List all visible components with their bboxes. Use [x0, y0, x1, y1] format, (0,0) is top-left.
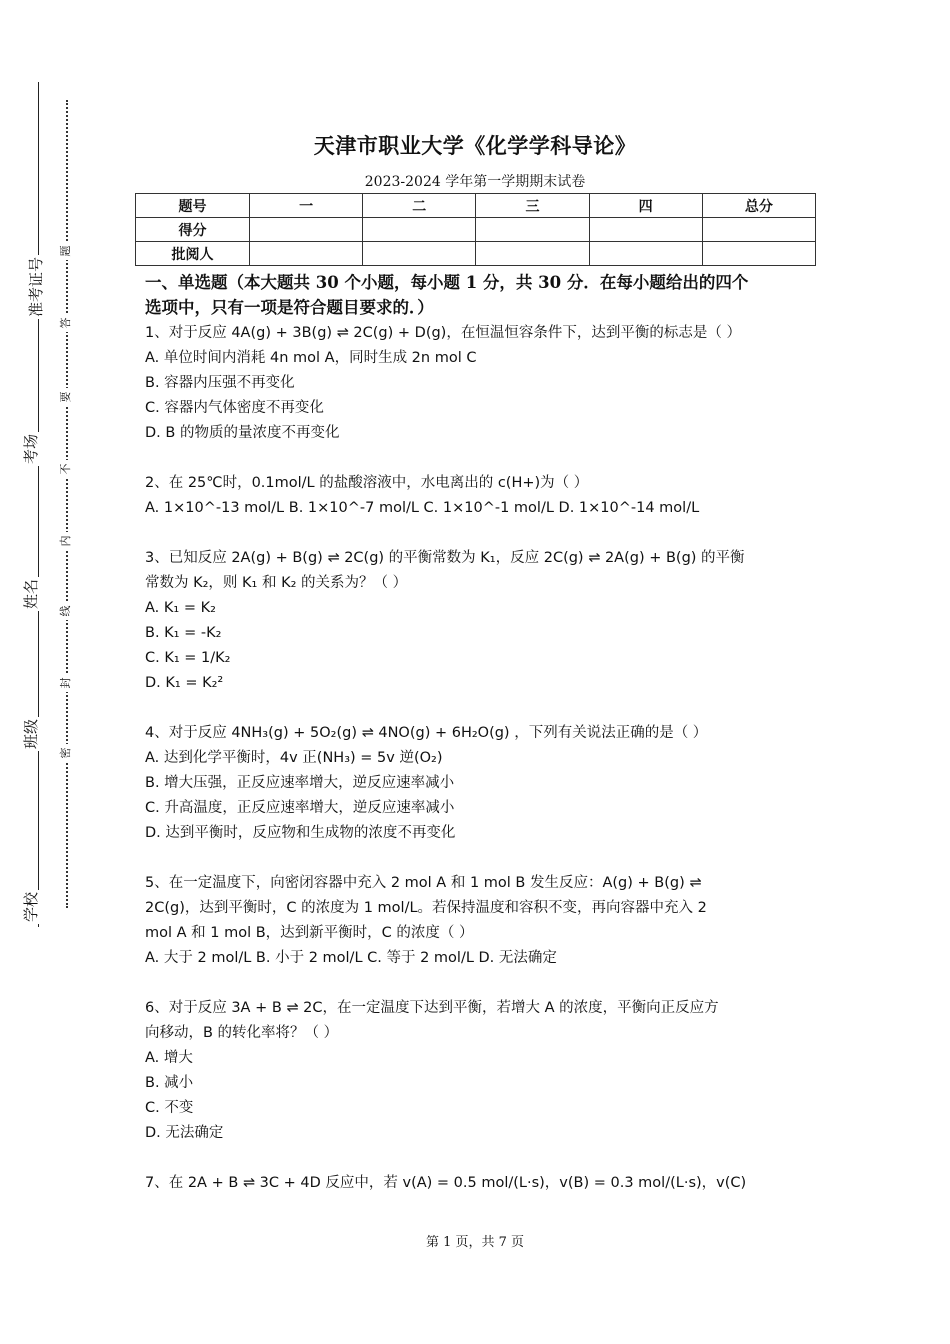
question-option: D. K₁ = K₂² [145, 675, 224, 691]
grader-input-cell[interactable] [589, 242, 702, 266]
score-table-cell: 题号 [136, 194, 250, 218]
field-school-label: 学校 [22, 891, 41, 923]
field-name-label: 姓名 [22, 578, 41, 610]
question-stem: 3、已知反应 2A(g) + B(g) ⇌ 2C(g) 的平衡常数为 K₁，反应 2C(g) ⇌ 2A(g) + B(g) 的平衡 [145, 550, 745, 566]
question-option: B. K₁ = -K₂ [145, 625, 222, 641]
binding-solid-line [38, 82, 39, 927]
question-option: C. 升高温度，正反应速率增大，逆反应速率减小 [145, 800, 455, 816]
question-option: A. 1×10^-13 mol/L B. 1×10^-7 mol/L C. 1×10^-1 mol/L D. 1×10^-14 mol/L [145, 500, 700, 516]
question-stem: 6、对于反应 3A + B ⇌ 2C，在一定温度下达到平衡，若增大 A 的浓度，平衡向正反应方 [145, 1000, 719, 1016]
question-option: C. 不变 [145, 1100, 194, 1116]
seal-char: 不 [59, 460, 73, 478]
question-option: C. 容器内气体密度不再变化 [145, 400, 324, 416]
question-7 [145, 1171, 815, 1196]
score-input-cell[interactable] [363, 218, 476, 242]
field-class-label: 班级 [22, 718, 41, 750]
score-table-cell: 二 [363, 194, 476, 218]
score-table-cell: 批阅人 [136, 242, 250, 266]
section-heading [145, 270, 815, 320]
field-room-label: 考场 [22, 433, 41, 465]
question-1 [145, 321, 815, 446]
question-option: A. K₁ = K₂ [145, 600, 216, 616]
question-stem: 7、在 2A + B ⇌ 3C + 4D 反应中，若 v(A) = 0.5 mol/(L·s)，v(B) = 0.3 mol/(L·s)，v(C) [145, 1175, 747, 1191]
binding-margin [0, 0, 90, 1344]
exam-subtitle: 2023-2024 学年第一学期期末试卷 [364, 174, 586, 190]
question-stem: 常数为 K₂，则 K₁ 和 K₂ 的关系为？（ ） [145, 575, 408, 591]
question-option: A. 大于 2 mol/L B. 小于 2 mol/L C. 等于 2 mol/L D. 无法确定 [145, 950, 557, 966]
seal-char: 内 [59, 532, 73, 550]
seal-char: 要 [59, 388, 73, 406]
question-stem: 4、对于反应 4NH₃(g) + 5O₂(g) ⇌ 4NO(g) + 6H₂O(g) ，下列有关说法正确的是（ ） [145, 725, 708, 741]
question-option: A. 单位时间内消耗 4n mol A，同时生成 2n mol C [145, 350, 477, 366]
question-option: A. 达到化学平衡时，4v 正(NH₃) = 5v 逆(O₂) [145, 750, 443, 766]
grader-input-cell[interactable] [363, 242, 476, 266]
section-heading-line: 选项中，只有一项是符合题目要求的．） [145, 298, 434, 317]
question-6 [145, 996, 815, 1146]
question-option: B. 减小 [145, 1075, 194, 1091]
score-table-cell: 四 [589, 194, 702, 218]
score-table-cell: 三 [476, 194, 589, 218]
question-stem: 1、对于反应 4A(g) + 3B(g) ⇌ 2C(g) + D(g)，在恒温恒容条件下，达到平衡的标志是（ ） [145, 325, 741, 341]
question-2 [145, 471, 815, 521]
question-stem: 2C(g)，达到平衡时，C 的浓度为 1 mol/L。若保持温度和容积不变，再向容器中充入 2 [145, 900, 707, 916]
score-input-cell[interactable] [250, 218, 363, 242]
score-table-header-row [136, 194, 816, 218]
question-stem: 2、在 25℃时，0.1mol/L 的盐酸溶液中，水电离出的 c(H+)为（ ） [145, 475, 589, 491]
question-option: B. 容器内压强不再变化 [145, 375, 295, 391]
seal-char: 封 [59, 674, 73, 692]
score-table-cell: 得分 [136, 218, 250, 242]
grader-input-cell[interactable] [476, 242, 589, 266]
score-table [135, 193, 816, 266]
question-option: D. 无法确定 [145, 1125, 224, 1141]
question-stem: mol A 和 1 mol B，达到新平衡时，C 的浓度（ ） [145, 925, 474, 941]
score-table-cell: 总分 [702, 194, 815, 218]
question-4 [145, 721, 815, 846]
question-5 [145, 871, 815, 971]
seal-char: 密 [59, 744, 73, 762]
section-heading-line: 一、单选题（本大题共 30 个小题，每小题 1 分，共 30 分．在每小题给出的四个 [145, 273, 749, 292]
question-stem: 向移动，B 的转化率将？（ ） [145, 1025, 339, 1041]
page-footer: 第 1 页，共 7 页 [425, 1235, 525, 1250]
field-exam-id-label: 准考证号 [27, 256, 46, 318]
question-option: D. B 的物质的量浓度不再变化 [145, 425, 340, 441]
exam-content [145, 270, 815, 1196]
question-3 [145, 546, 815, 696]
score-input-cell[interactable] [702, 218, 815, 242]
grader-input-cell[interactable] [702, 242, 815, 266]
seal-char: 线 [59, 602, 73, 620]
score-input-cell[interactable] [476, 218, 589, 242]
question-stem: 5、在一定温度下，向密闭容器中充入 2 mol A 和 1 mol B 发生反应：A(g) + B(g) ⇌ [145, 875, 702, 891]
score-input-cell[interactable] [589, 218, 702, 242]
question-option: A. 增大 [145, 1050, 193, 1066]
question-option: D. 达到平衡时，反应物和生成物的浓度不再变化 [145, 825, 456, 841]
seal-char: 题 [59, 242, 73, 260]
seal-char: 答 [59, 314, 73, 332]
score-table-row [136, 242, 816, 266]
question-option: C. K₁ = 1/K₂ [145, 650, 231, 666]
question-option: B. 增大压强，正反应速率增大，逆反应速率减小 [145, 775, 455, 791]
grader-input-cell[interactable] [250, 242, 363, 266]
binding-dotted-line [66, 100, 68, 908]
score-table-row [136, 218, 816, 242]
exam-title: 天津市职业大学《化学学科导论》 [313, 134, 637, 158]
score-table-cell: 一 [250, 194, 363, 218]
